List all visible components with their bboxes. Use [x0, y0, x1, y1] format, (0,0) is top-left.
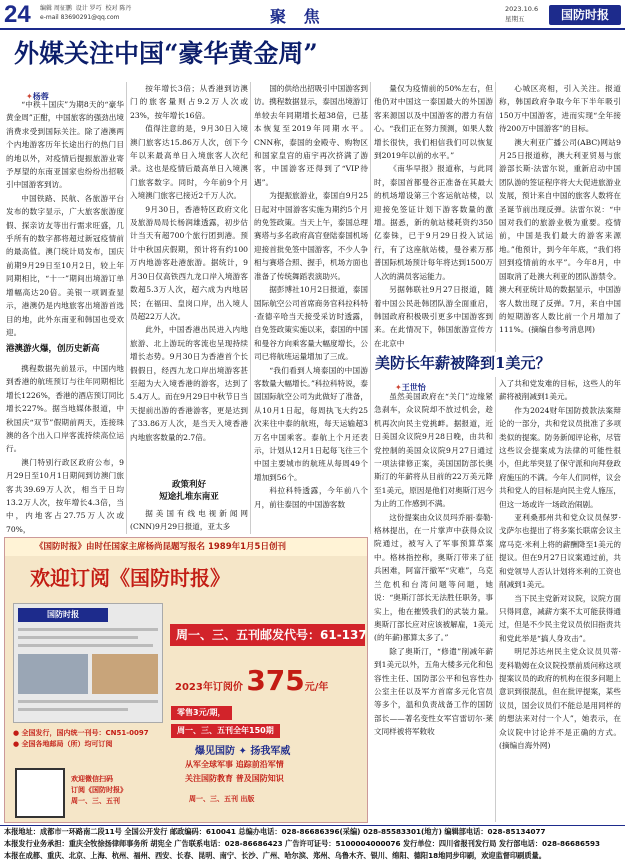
- article-column-2: 按年增长3倍；从香港到访澳门的旅客量则占9.2万人次或23%，按年增长16倍。 值得注意的是，9月30日入境澳门旅客达15.86万人次，创下今年以来最高单日入境旅客人次纪录。这也是疫情后最高单日入境澳门旅客数字。同时，今年前9个月入境澳门旅客已接近2千万人次。 9月30日，香港特区政府文化及旅游局局长杨润雄透露，初步估计当天有超700个旅行团到港。预计中秋国庆假期，预计将有约100万内地游客赴港旅游。据统计，9月30日仅高铁西九龙口岸入境游客数超5.3万人次，超六成为内地居民；在福田、皇岗口岸，出入境人员超22万人次。 此外，中国香港出民进入内地旅游、北上游玩的客流也呈现持续增长态势。9月30日为香港首个长假假日，经西九龙口岸出境游客甚至超为大入境香港的游客，达到了5.4万人。而在9月29日中秋节日当天提前出游的香港游客，更是达到了33.86万人次，是当天入境香港内地旅客数量的2.7倍。: [130, 84, 248, 442]
- newspaper-masthead: 国防时报: [18, 608, 108, 622]
- section-title: 聚 焦: [270, 7, 326, 26]
- secondary-headline: 美防长年薪被降到1美元？: [375, 354, 551, 372]
- byline-2: ✦ 王世怡: [395, 375, 426, 394]
- ad-banner: 《国防时报》由时任国家主席杨尚昆题写报名 1989年1月5日创刊: [5, 538, 367, 556]
- article-column-2b: 据美国有线电视新闻网(CNN)9月29日报道，亚太多: [130, 509, 248, 532]
- ad-postal-code: 周一、三、五刊邮发代号：61-137: [170, 624, 365, 646]
- footer-line: 本报地址：成都市一环路南二段11号 全国公开发行 邮政编码：610041 总编办电话：028-86686396(采编) 028-85583301(地方) 编辑部电话：028-85134077: [4, 827, 546, 836]
- subheading-2: 政策利好 短途扎堆东南亚: [159, 480, 219, 502]
- footer-line: 本报在成都、重庆、北京、上海、杭州、福州、西安、长春、昆明、南宁、长沙、广州、哈尔滨、郑州、乌鲁木齐、银川、绵阳、德阳18地同步印刷，欢迎监督印刷质量。: [4, 851, 546, 860]
- article-column-1b: 携程数据先前显示，中国内地到香港的航班预订与往年同期相比增长1226%，香港的酒店预订同比增长227%。据当地媒体报道，中秋国庆“双节”假期前两天，连接珠澳的各个出入口岸客流持续高位运行。 澳门特别行政区政府公布，9月29日至10月1日期间到访澳门旅客共39.69万人次，相当于日均13.2万人次，按年增长4.3倍，当中，内地客占27.75万人次或70%，: [6, 364, 124, 534]
- page-number: 24: [4, 1, 31, 28]
- ad-issues: 周一、三、五刊全年150期: [171, 724, 280, 738]
- editor-meta: 编辑 周征鹏 设计 罗巧 校对 陈丹 e-mail 83690291@qq.com: [40, 5, 132, 21]
- page-footer: [0, 825, 625, 863]
- article-column-6b: 入了共和党发难的目标，这些人的年薪将被削减到1美元。 作为2024财年国防拨款法案辩论的一部分，共和党议员批准了多项类似的提案。防务新闻评论称，尽管这些议会提案成为法律的可能性很小，但此举突显了保守派和向拜登政府施压的不满。今年人们同样，议会共和党人的目标是向民主党人施压，但这一场或许一场政治闹剧。 亚利桑那州共和党众议员保罗·戈萨尔也提出了将多案长联席会议主席马克·米利上将的薪酬降至1美元的提议。但在9月27日议案通过前，共和党领导人否认计划将米利的工资也削减到1美元。 当下民主党新对议院，议院方面只得同意，减薪方案不太可能获得通过，但是不少民主党议员依旧指责共和党此举是“搞人身攻击”。 明尼苏达州民主党众议员贝蒂·麦科勒姆在众议院投票前质问称这项提案议员的政府的机构在很多问题上意识到很混乱，但在批评提案，某些议员，国会议员们不能总是用同样的的想法来对付一个人”，她表示，在众议院中讨论并不是正确的方式。(摘编自海外网): [499, 379, 621, 750]
- issue-date: 2023.10.6 星期五: [505, 5, 539, 23]
- ad-price: 2023年订阅价 375元/年: [175, 664, 329, 697]
- main-headline: 外媒关注中国“豪华黄金周”: [14, 39, 318, 68]
- ad-footer: 周一、三、五刊 出版: [189, 795, 255, 803]
- newspaper-image: [13, 603, 163, 723]
- subheading-1: 港澳游火爆，创历史新高: [6, 344, 100, 354]
- article-column-1: “中秩＋国庆”为期8天的“豪华黄金周”正酣，中国旅客的强劲出境消费求受到国际关注。除了港澳两个内地游客历年长途出行的热门目的地以外，对疫情后提振旅游业寄予厚望的东南亚国家也纷纷出招吸引中国游客到访。 中国铁路、民航、各旅游平台发布的数字显示，广大旅客旅游度假、探亲访友等出行需求旺盛，几乎所有的数字都将超过新冠疫情前的最高值。澳门统计局发布，国庆前期9月29日至10月2日，较上年同期相比，“十一”期间出境游订单增幅高达20倍。美银一项调查显示，港澳仍是内地旅客出境游首选目的地，此外东南亚和韩国也受欢迎。: [6, 100, 124, 337]
- footer-line: 本报发行业务承担：重庆全牧徐扬律师事务所 胡宪全 广告联系电话：028-86686423 广告许可证号：5100004000076 发行单位：四川省报刊发行局 发行部电话：028-86686593: [4, 839, 601, 848]
- newspaper-logo: 国防时报: [549, 5, 621, 25]
- byline-1: ✦ 杨蓉: [26, 84, 49, 103]
- ad-slogan-main: 爆见国防 ✦ 扬我军威: [195, 746, 291, 757]
- article-column-4: 量仅为疫情前的50%左右，但他仍对中国这一泰国最大的外国游客来源国以及中国游客的潜力有信心。“我们正在努力预测，如果人数增长很快，我们相信我们可以恢复到2019年以前的水平。” 《南华早报》报道称，与此同时，泰国首都曼谷正准备在其最大的机场增设第三个客运航站楼，以迎接免签证计划下游客数量的激增。据悉，新的航站楼耗资约350亿泰铢，已于9月29日投入试运行，有了这座航站楼，曼谷素万那普国际机场预计每年将达到1500万人次的满员客运能力。 另据韩联社9月27日报道，随着中国公民赴韩团队游全面重启，韩国政府积极吸引更多中国游客到来。在此情况下，韩国旅游宣传方在北京中: [374, 84, 493, 348]
- ad-follow-text: 欢迎微信扫码 订阅《国防时报》 周一、三、五刊: [71, 775, 127, 805]
- article-column-6: 虽然美国政府在“关门”边缘紧急刹车，众议院却不放过机会，趁机再次向民主党挑衅。据报道，近日美国众议院9月28日晚，由共和党控制的美国众议院9月27日通过一项法律修正案，美国国防部长奥斯汀的年薪将从目前的22万美元降至1美元，原因是他们对奥斯汀迟今为止的工作感到不满。 这份提案由众议员玛乔丽·泰勒·格林提出，在一片掌声中获得众议院通过，被写入了军事预算草案中。格林指控称，奥斯汀带来了征兵困难，阿富汗撤军“灾难”，乌克兰危机和台湾问题等问题，她说：“奥斯汀部长无法胜任职务，事实上，他在摧毁我们的武装力量。奥斯汀部长应对应该被解雇，1美元(的年薪)都算太多了。” 除了奥斯汀，“修遣”削减年薪到1美元以外，五角大楼多元化和包容性主任、国防部公平和包容性办公室主任以及军方首席多元化官员等多个，温和负责战备工作的国防部长——著名变性女军官雷切尔·莱文同样被将军敕收: [374, 392, 493, 737]
- page-header: [0, 0, 625, 30]
- subscription-advertisement: [4, 537, 368, 823]
- ad-welcome-title: 欢迎订阅《国防时报》: [30, 566, 230, 590]
- qr-code-icon: [15, 768, 65, 818]
- article-column-3: 国的供给出招吸引中国游客到访。携程数据显示，泰国出境游订单较去年同期增长超38倍，已基本恢复至2019年同期水平。CNN称，泰国的金殿寺、购物区和国家皇宫的庙宇再次挤满了游客，中国游客还得到了“VIP待遇”。 为提振旅游业，泰国自9月25日起对中国游客实施为期约5个月的免签政策。当天上午，泰国总理赛塔与多名政府高官登陆泰国机场迎接首批免签中国游客，不少人争相与赛塔合照、握手，机场方面也准备了传统舞蹈表演助兴。 据彭博社10月2日报道，泰国国际航空公司首席商务官科拉科特·查德辛哈当天接受采访时透露，自免签政策实施以来，泰国的中国和曼谷方向乘客量大幅度增长，公司已将航班运量增加了三成。 “我们看到人境泰国的中国游客数量大幅增长。”科拉科特说，泰国国际航空公司为此做好了准备，从10月1日起，每周执飞大约25次来往中泰的航班，每天运输超3万名中国乘客。泰航上个月还表示，计划从12月1日起每飞往三个中国主要城市的航班从每周49个增加到56个。 科拉科特透露，今年前八个月，前往泰国的中国游客数: [254, 84, 368, 509]
- ad-slogan: 从军全球军事 追踪前沿军情 关注国防教育 普及国防知识: [185, 760, 284, 783]
- ad-info-list: ● 全国发行，国内统一刊号：CN51-0097 ● 全国各地邮局（所）均可订阅: [13, 729, 149, 748]
- article-column-5: 心城区亮相，引入关注。报道称，韩国政府争取今年下半年吸引150万中国游客，进而实现“全年接待200万中国游客”的目标。 澳大利亚广播公司(ABC)网站9月25日报道称，澳大利亚贸易与旅游部长斯·法雷尔说，重新启动中国团队游的签证程序将大大促进旅游业发展，预计来自中国的旅客人数将在圣诞节前出现反弹。法雷尔说：“中国对我们的旅游业极为重要。疫情前，中国是我们最大的游客来源地。”他预计，到今年年底，“我们将回到疫情前的水平”。今年8月，中国取消了赴澳大利亚的团队游禁令。澳大利亚统计局的数据显示，中国游客人数出现了反弹。7月，来自中国的短期游客人数比前一个月增加了111%。(摘编自参考消息网): [499, 84, 621, 335]
- ad-retail: 零售3元/期，: [171, 706, 232, 720]
